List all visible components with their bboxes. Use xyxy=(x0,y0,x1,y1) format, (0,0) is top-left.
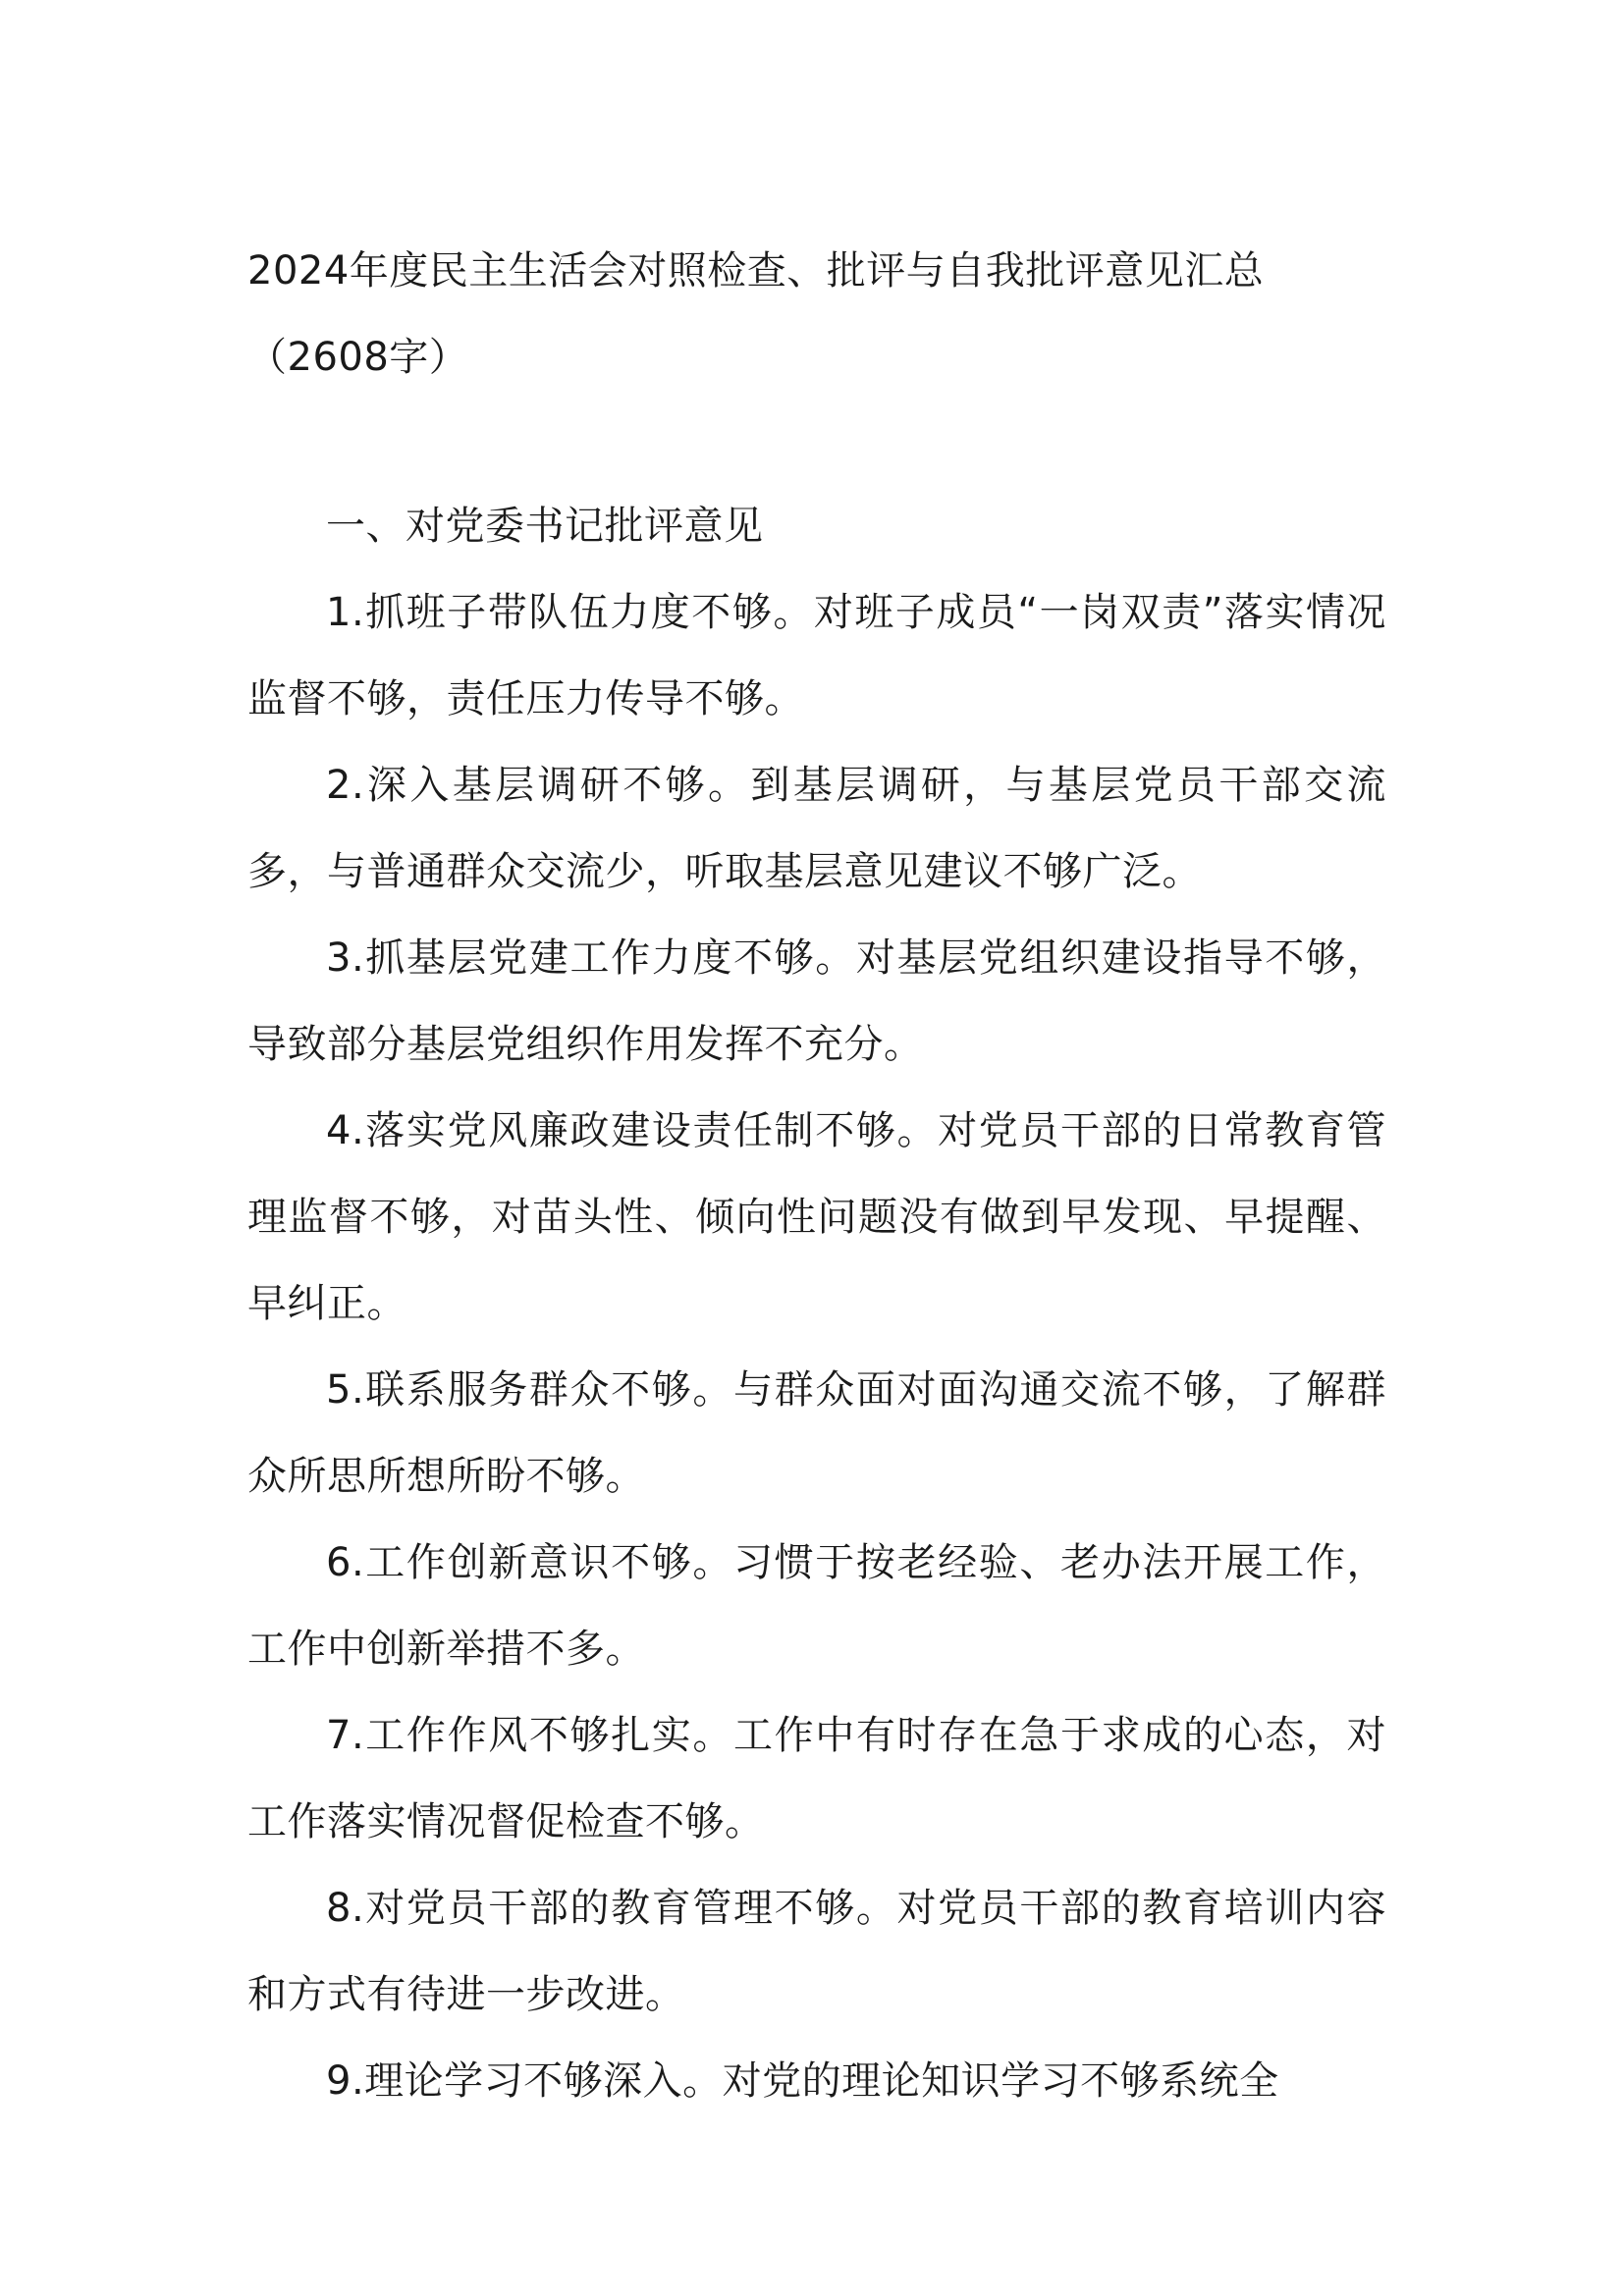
list-item: 1.抓班子带队伍力度不够。对班子成员“一岗双责”落实情况监督不够，责任压力传导不够。 xyxy=(247,590,1386,721)
document-subtitle: （2608字） xyxy=(247,335,469,380)
list-item: 2.深入基层调研不够。到基层调研，与基层党员干部交流多，与普通群众交流少，听取基层意见建议不够广泛。 xyxy=(247,763,1386,894)
list-item: 5.联系服务群众不够。与群众面对面沟通交流不够，了解群众所思所想所盼不够。 xyxy=(247,1367,1386,1499)
title-spacer xyxy=(247,400,1386,483)
list-item: 6.工作创新意识不够。习惯于按老经验、老办法开展工作，工作中创新举措不多。 xyxy=(247,1540,1386,1672)
list-item: 4.落实党风廉政建设责任制不够。对党员干部的日常教育管理监督不够，对苗头性、倾向性问题没有做到早发现、早提醒、早纠正。 xyxy=(247,1108,1386,1326)
document-title: 2024年度民主生活会对照检查、批评与自我批评意见汇总 xyxy=(247,248,1265,294)
list-item: 7.工作作风不够扎实。工作中有时存在急于求成的心态，对工作落实情况督促检查不够。 xyxy=(247,1713,1386,1844)
list-item: 3.抓基层党建工作力度不够。对基层党组织建设指导不够，导致部分基层党组织作用发挥不充分。 xyxy=(247,935,1386,1067)
list-item: 9.理论学习不够深入。对党的理论知识学习不够系统全 xyxy=(326,2058,1279,2104)
section-heading: 一、对党委书记批评意见 xyxy=(326,504,764,549)
document-body xyxy=(247,228,1386,2124)
list-item: 8.对党员干部的教育管理不够。对党员干部的教育培训内容和方式有待进一步改进。 xyxy=(247,1886,1386,2017)
